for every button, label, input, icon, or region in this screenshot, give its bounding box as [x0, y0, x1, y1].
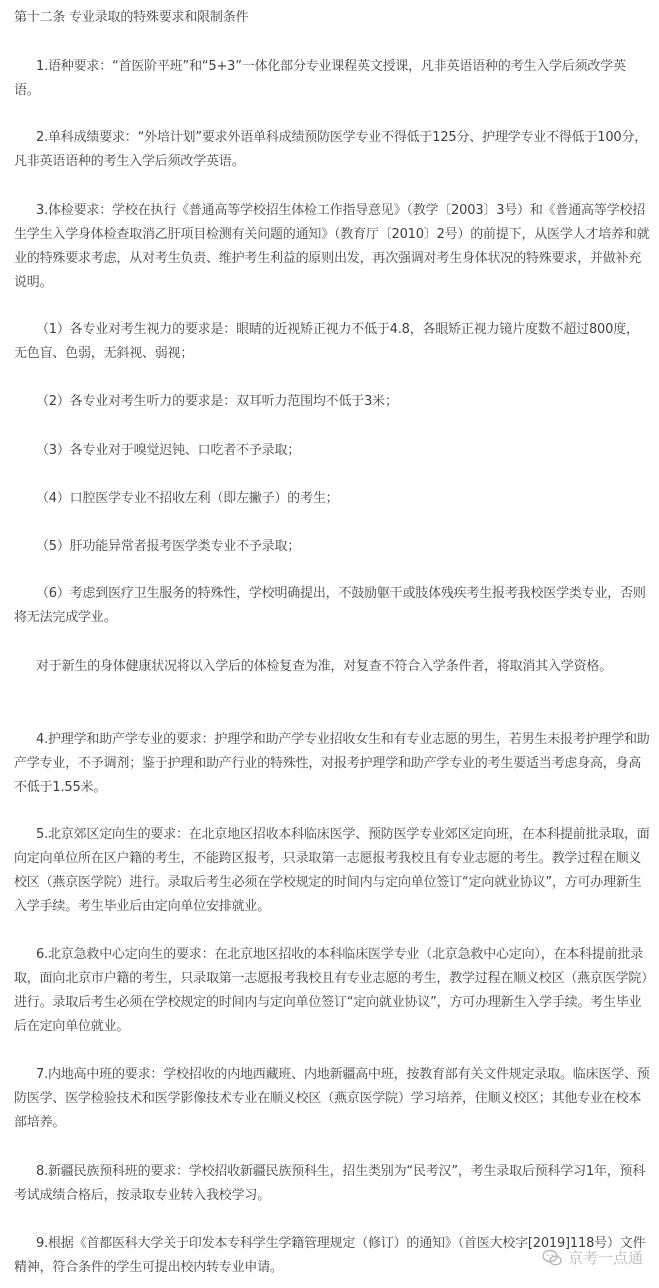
paragraph-9: 9.根据《首都医科大学关于印发本专科学生学籍管理规定（修订）的通知》（首医大校字[2019]118号）文件精神，符合条件的学生可提出校内转专业申请。 [14, 1236, 646, 1275]
paragraph-3: 3.体检要求：学校在执行《普通高等学校招生体检工作指导意见》（教学〔2003〕3号）和《普通高等学校招生学生入学身体检查取消乙肝项目检测有关问题的通知》（教育厅〔2010〕2号）的前提下，从医学人才培养和就业的特殊要求考虑，从对考生负责、维护考生利益的原则出发，再次强调对考生身体状况的特殊要求，并做补充说明。 [14, 203, 650, 290]
paragraph-7: 7.内地高中班的要求：学校招收的内地西藏班、内地新疆高中班，按教育部有关文件规定录取。临床医学、预防医学、医学检验技术和医学影像技术专业在顺义校区（燕京医学院）学习培养，住顺义校区；其他专业在校本部培养。 [14, 1067, 650, 1130]
wechat-icon [542, 1249, 562, 1267]
paragraph-3-5: （5）肝功能异常者报考医学类专业不予录取； [36, 539, 301, 554]
paragraph-3-4: （4）口腔医学专业不招收左利（即左撇子）的考生； [36, 491, 339, 506]
paragraph-5: 5.北京郊区定向生的要求：在北京地区招收本科临床医学、预防医学专业郊区定向班，在本科提前批录取，面向定向单位所在区户籍的考生，不能跨区报考，只录取第一志愿报考我校且有专业志愿的考生。教学过程在顺义校区（燕京医学院）进行。录取后考生必须在学校规定的时间内与定向单位签订“定向就业协议”，方可办理新生入学手续。考生毕业后由定向单位安排就业。 [14, 827, 650, 914]
paragraph-3-2: （2）各专业对考生听力的要求是：双耳听力范围均不低于3米； [36, 394, 398, 409]
watermark [542, 1246, 643, 1270]
watermark-text: 京考一点通 [567, 1249, 643, 1267]
paragraph-6: 6.北京急救中心定向生的要求：在北京地区招收的本科临床医学专业（北京急救中心定向），在本科提前批录取，面向北京市户籍的考生，只录取第一志愿报考我校且有专业志愿的考生，教学过程在顺义校区（燕京医学院）进行。录取后考生必须在学校规定的时间内与定向单位签订“定向就业协议”，方可办理新生入学手续。考生毕业后在定向单位就业。 [14, 947, 648, 1034]
paragraph-3-1: （1）各专业对考生视力的要求是：眼睛的近视矫正视力不低于4.8，各眼矫正视力镜片度数不超过800度，无色盲、色弱，无斜视、弱视； [14, 322, 639, 361]
article-heading: 第十二条 专业录取的特殊要求和限制条件 [14, 10, 249, 25]
paragraph-8: 8.新疆民族预科班的要求：学校招收新疆民族预科生，招生类别为“民考汉”，考生录取后预科学习1年，预科考试成绩合格后，按录取专业转入我校学习。 [14, 1164, 646, 1203]
paragraph-3-3: （3）各专业对于嗅觉迟钝、口吃者不予录取； [36, 443, 301, 458]
paragraph-4: 4.护理学和助产学专业的要求：护理学和助产学专业招收女生和有专业志愿的男生，若男生未报考护理学和助产学专业，不予调剂；鉴于护理和助产行业的特殊性，对报考护理学和助产学专业的考生要适当考虑身高，身高不低于1.55米。 [14, 732, 650, 795]
paragraph-1: 1.语种要求：“首医阶平班”和“5+3”一体化部分专业课程英文授课，凡非英语语种的考生入学后须改学英语。 [14, 59, 626, 98]
paragraph-3-6: （6）考虑到医疗卫生服务的特殊性，学校明确提出，不鼓励躯干或肢体残疾考生报考我校医学类专业，否则将无法完成学业。 [14, 586, 646, 625]
paragraph-health-check: 对于新生的身体健康状况将以入学后的体检复查为准，对复查不符合入学条件者，将取消其入学资格。 [36, 659, 613, 674]
paragraph-2: 2.单科成绩要求：“外培计划”要求外语单科成绩预防医学专业不得低于125分、护理学专业不得低于100分，凡非英语语种的考生入学后须改学英语。 [14, 130, 648, 169]
